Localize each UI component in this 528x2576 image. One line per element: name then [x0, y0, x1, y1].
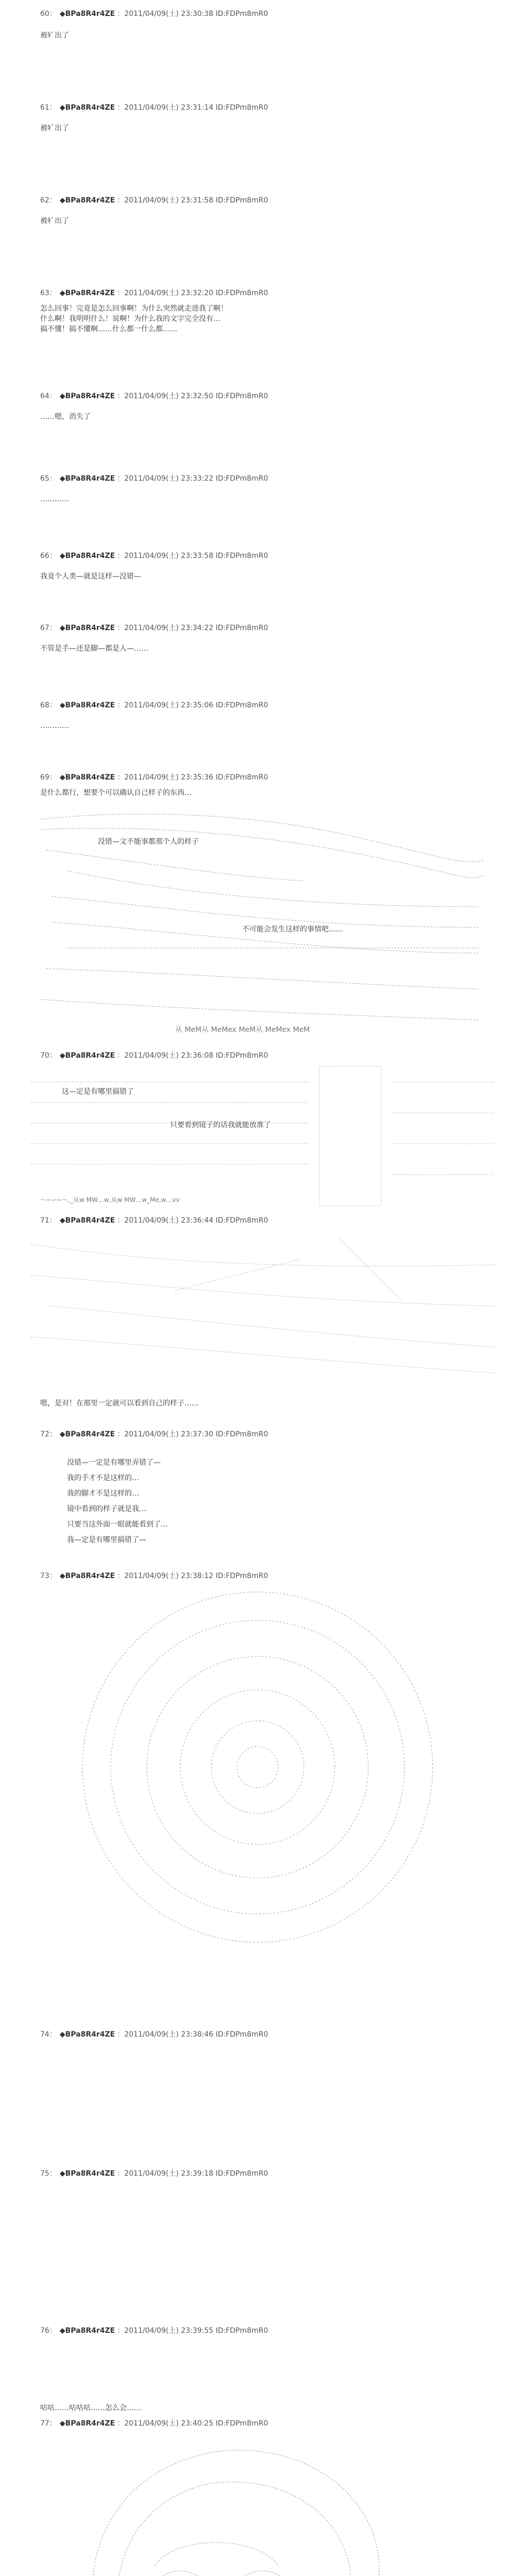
post-line: 搞不懂！搞不懂啊……什么都一什么都……	[40, 325, 177, 333]
post-header	[40, 474, 268, 483]
post-number: 60：	[40, 10, 57, 18]
post-trip: ◆BPa8R4r4ZE	[59, 10, 115, 18]
post-number: 71：	[40, 1216, 57, 1225]
post-number: 62：	[40, 196, 57, 205]
post-line: 被ｷﾞ出了	[40, 31, 69, 40]
post-line: 只要看到镜子的话我就能放准了	[170, 1121, 271, 1129]
post-meta: ：2011/04/09(土) 23:35:06 ID:FDPm8mR0	[117, 701, 268, 709]
post-header	[40, 1051, 268, 1060]
post-number: 76：	[40, 2327, 57, 2335]
post-meta: ：2011/04/09(土) 23:31:14 ID:FDPm8mR0	[117, 104, 268, 112]
post-meta: ：2011/04/09(土) 23:32:50 ID:FDPm8mR0	[117, 392, 268, 400]
post-meta: ：2011/04/09(土) 23:36:08 ID:FDPm8mR0	[117, 1052, 268, 1060]
post-meta: ：2011/04/09(土) 23:32:20 ID:FDPm8mR0	[117, 289, 268, 297]
post-line: 不可能会发生这样的事情吧……	[242, 925, 343, 934]
post-line: 这—定是有哪里搞错了	[62, 1088, 134, 1096]
post-meta: ：2011/04/09(土) 23:38:12 ID:FDPm8mR0	[117, 1572, 268, 1580]
ascii-art-spiral	[77, 1587, 438, 1947]
post-header	[40, 2169, 268, 2178]
post-number: 75：	[40, 2170, 57, 2178]
post-header	[40, 623, 268, 633]
post-trip: ◆BPa8R4r4ZE	[59, 1216, 115, 1225]
post-line: 怎么回事！完竟是怎么回事啊！为什么突然就走进我了啊！	[40, 304, 228, 313]
post-meta: ：2011/04/09(土) 23:33:58 ID:FDPm8mR0	[117, 552, 268, 560]
post-header	[40, 773, 268, 782]
post-meta: ：2011/04/09(土) 23:30:38 ID:FDPm8mR0	[117, 10, 268, 18]
post-trip: ◆BPa8R4r4ZE	[59, 1052, 115, 1060]
post-number: 68：	[40, 701, 57, 709]
post-line: 我竟个人类—就是这样—没错—	[40, 572, 141, 581]
post-line: …………	[40, 495, 69, 503]
post-meta: ：2011/04/09(土) 23:35:36 ID:FDPm8mR0	[117, 773, 268, 782]
post-number: 70：	[40, 1052, 57, 1060]
post-line: …………	[40, 722, 69, 730]
ascii-art-face	[41, 2432, 433, 2576]
post-meta: ：2011/04/09(土) 23:34:22 ID:FDPm8mR0	[117, 624, 268, 632]
post-meta: ：2011/04/09(土) 23:36:44 ID:FDPm8mR0	[117, 1216, 268, 1225]
post-line: 是什么都行，想要个可以确认自己样子的东西…	[40, 789, 192, 797]
post-number: 72：	[40, 1430, 57, 1438]
post-header	[40, 1571, 268, 1581]
post-line: 没错—一定是有哪里弄错了—	[67, 1459, 161, 1467]
post-line: 被ｷﾞ出了	[40, 124, 69, 132]
post-line: 咕咕……咕咕咕……怎么会……	[40, 2404, 141, 2412]
ascii-art-spiral-drawing	[77, 1587, 438, 1947]
post-number: 65：	[40, 474, 57, 483]
post-meta: ：2011/04/09(土) 23:39:18 ID:FDPm8mR0	[117, 2170, 268, 2178]
post-trip: ◆BPa8R4r4ZE	[59, 701, 115, 709]
post-header	[40, 9, 268, 19]
post-line: 没错—文不能事都那个人的样子	[98, 838, 199, 846]
post-meta: ：2011/04/09(土) 23:38:46 ID:FDPm8mR0	[117, 2030, 268, 2039]
post-trip: ◆BPa8R4r4ZE	[59, 474, 115, 483]
post-trip: ◆BPa8R4r4ZE	[59, 289, 115, 297]
post-trip: ◆BPa8R4r4ZE	[59, 392, 115, 400]
post-line: ……嗯，消失了	[40, 413, 91, 421]
ascii-art-face-drawing	[41, 2432, 433, 2576]
post-number: 69：	[40, 773, 57, 782]
post-trip: ◆BPa8R4r4ZE	[59, 624, 115, 632]
post-header	[40, 701, 268, 710]
post-meta: ：2011/04/09(土) 23:39:55 ID:FDPm8mR0	[117, 2327, 268, 2335]
post-header	[40, 551, 268, 561]
ascii-wave: ～∽∽∽～,_从w MW…w,从w MW…w_Me,w…vv	[40, 1196, 180, 1204]
post-trip: ◆BPa8R4r4ZE	[59, 2170, 115, 2178]
post-header	[40, 2326, 268, 2335]
post-trip: ◆BPa8R4r4ZE	[59, 2419, 115, 2428]
post-trip: ◆BPa8R4r4ZE	[59, 196, 115, 205]
post-number: 67：	[40, 624, 57, 632]
post-line: 不管是手—还是脚—都是人—……	[40, 645, 148, 653]
post-line: 什么啊！我明明什么！说啊！为什么我的文字完全没有…	[40, 315, 220, 323]
post-header	[40, 196, 268, 205]
post-trip: ◆BPa8R4r4ZE	[59, 1572, 115, 1580]
post-number: 61：	[40, 104, 57, 112]
post-number: 73：	[40, 1572, 57, 1580]
post-number: 63：	[40, 289, 57, 297]
post-line: 被ｷﾞ出了	[40, 217, 69, 225]
post-trip: ◆BPa8R4r4ZE	[59, 104, 115, 112]
post-line: 我—定是有哪里搞错了—	[67, 1536, 146, 1544]
post-header	[40, 289, 268, 298]
post-trip: ◆BPa8R4r4ZE	[59, 2030, 115, 2039]
post-line: 镜中看到的样子就是我…	[67, 1505, 146, 1513]
post-header	[40, 2030, 268, 2039]
post-line: 我的脚才不是这样的…	[67, 1489, 139, 1498]
post-meta: ：2011/04/09(土) 23:37:30 ID:FDPm8mR0	[117, 1430, 268, 1438]
post-meta: ：2011/04/09(土) 23:40:25 ID:FDPm8mR0	[117, 2419, 268, 2428]
ascii-art-flow	[31, 1229, 495, 1383]
post-header	[40, 1216, 268, 1225]
post-trip: ◆BPa8R4r4ZE	[59, 773, 115, 782]
post-header	[40, 103, 268, 112]
ascii-art-flow-drawing	[31, 1229, 495, 1383]
ascii-caption: 从 MeM从 MeMex MeM从 MeMex MeM	[175, 1026, 310, 1034]
post-header	[40, 2419, 268, 2428]
ascii-art-mirror-drawing	[31, 1061, 495, 1216]
post-number: 66：	[40, 552, 57, 560]
post-line: 我的手才不是这样的…	[67, 1474, 139, 1482]
post-header	[40, 1430, 268, 1439]
post-trip: ◆BPa8R4r4ZE	[59, 1430, 115, 1438]
post-number: 77：	[40, 2419, 57, 2428]
post-meta: ：2011/04/09(土) 23:31:58 ID:FDPm8mR0	[117, 196, 268, 205]
post-line: 嗯，是对！在那里一定就可以看到自己的样子……	[40, 1399, 199, 1408]
post-trip: ◆BPa8R4r4ZE	[59, 2327, 115, 2335]
ascii-art-mirror	[31, 1061, 495, 1216]
post-line: 只要当这外面一眼就能看到了…	[67, 1520, 168, 1529]
post-number: 74：	[40, 2030, 57, 2039]
post-number: 64：	[40, 392, 57, 400]
post-header	[40, 392, 268, 401]
post-meta: ：2011/04/09(土) 23:33:22 ID:FDPm8mR0	[117, 474, 268, 483]
post-trip: ◆BPa8R4r4ZE	[59, 552, 115, 560]
